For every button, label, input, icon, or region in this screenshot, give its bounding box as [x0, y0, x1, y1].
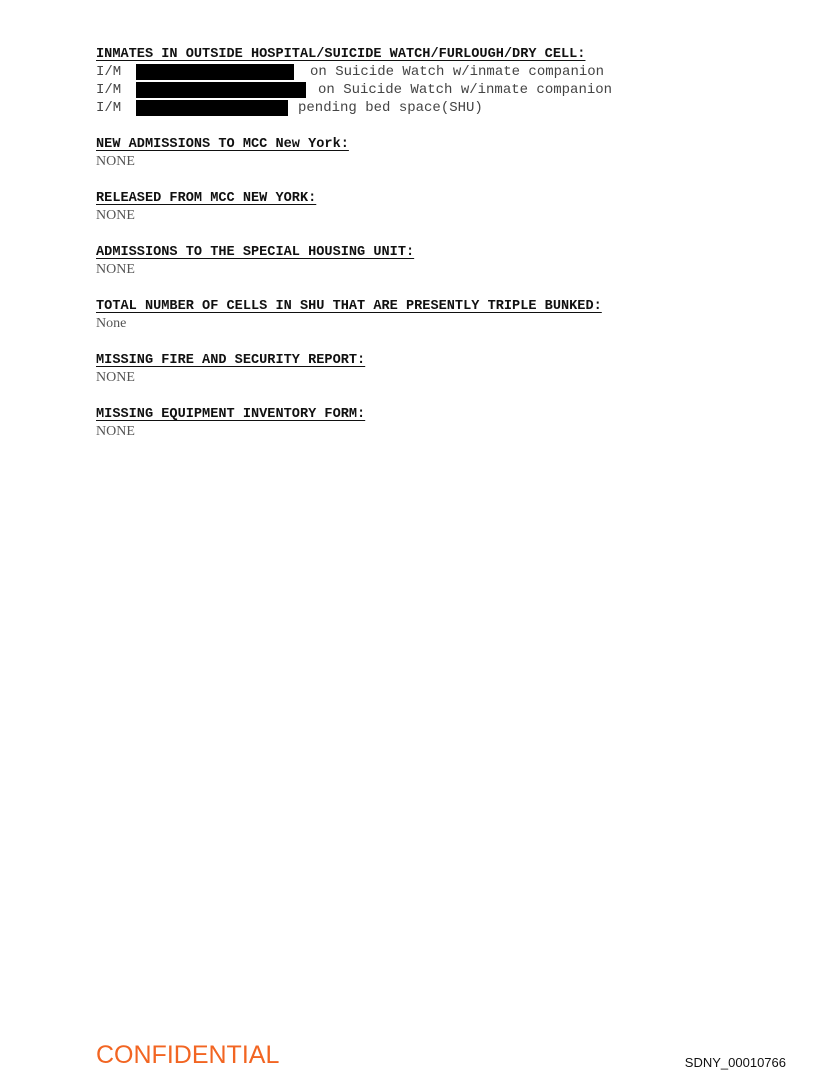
inmate-prefix: I/M — [96, 82, 122, 98]
inmate-remark: pending bed space(SHU) — [298, 100, 483, 116]
section-value: NONE — [96, 262, 135, 277]
section-heading: TOTAL NUMBER OF CELLS IN SHU THAT ARE PRESENTLY TRIPLE BUNKED: — [96, 299, 602, 314]
section-heading: ADMISSIONS TO THE SPECIAL HOUSING UNIT: — [96, 245, 415, 260]
section-heading: MISSING EQUIPMENT INVENTORY FORM: — [96, 407, 366, 422]
inmate-entry — [96, 81, 736, 99]
inmate-remark: on Suicide Watch w/inmate companion — [310, 64, 605, 80]
section-value: NONE — [96, 208, 135, 223]
section-value: NONE — [96, 370, 135, 385]
section-new-admissions — [96, 134, 736, 170]
redaction-block — [136, 82, 306, 98]
inmate-prefix: I/M — [96, 64, 122, 80]
inmate-prefix: I/M — [96, 100, 122, 116]
inmate-entry — [96, 63, 736, 81]
section-value: None — [96, 316, 127, 331]
section-fire-security — [96, 350, 736, 386]
section-shu-admissions — [96, 242, 736, 278]
section-value: NONE — [96, 154, 135, 169]
redaction-block — [136, 64, 294, 80]
section-heading: RELEASED FROM MCC NEW YORK: — [96, 191, 317, 206]
redaction-block — [136, 100, 288, 116]
confidential-label: CONFIDENTIAL — [96, 1041, 280, 1069]
section-heading: NEW ADMISSIONS TO MCC New York: — [96, 137, 349, 152]
bates-number: SDNY_00010766 — [684, 1055, 786, 1070]
section-heading: INMATES IN OUTSIDE HOSPITAL/SUICIDE WATCH/FURLOUGH/DRY CELL: — [96, 47, 586, 62]
section-value: NONE — [96, 424, 135, 439]
section-equipment-inventory — [96, 404, 736, 440]
section-triple-bunked — [96, 296, 736, 332]
inmate-entry — [96, 99, 736, 117]
inmate-remark: on Suicide Watch w/inmate companion — [318, 82, 613, 98]
section-outside-hospital — [96, 44, 736, 117]
section-released — [96, 188, 736, 224]
section-heading: MISSING FIRE AND SECURITY REPORT: — [96, 353, 366, 368]
